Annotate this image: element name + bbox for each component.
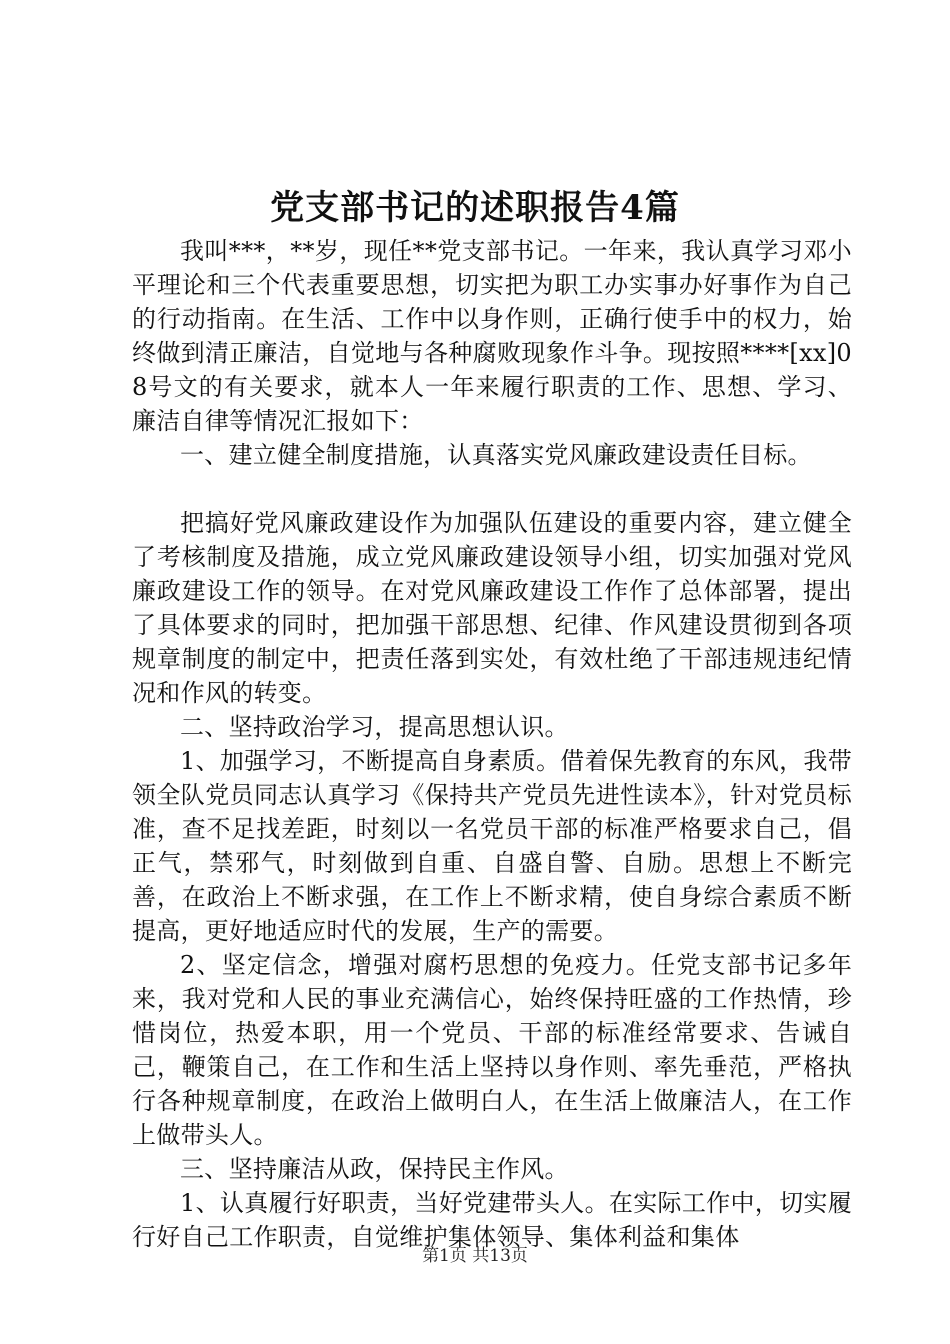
- page-footer: 第1页 共13页: [422, 1246, 528, 1266]
- section-heading-1: 一、建立健全制度措施，认真落实党风廉政建设责任目标。: [180, 441, 812, 469]
- section-heading-2: 二、坚持政治学习，提高思想认识。: [180, 713, 569, 741]
- section-heading-3: 三、坚持廉洁从政，保持民主作风。: [180, 1155, 569, 1183]
- paragraph-section-1: 把搞好党风廉政建设作为加强队伍建设的重要内容，建立健全了考核制度及措施，成立党风廉政建设领导小组，切实加强对党风廉政建设工作的领导。在对党风廉政建设工作作了总体部署，提出了具体要求的同时，把加强干部思想、纪律、作风建设贯彻到各项规章制度的制定中，把责任落到实处，有效杜绝了干部违规违纪情况和作风的转变。: [132, 509, 852, 707]
- document-title: 党支部书记的述职报告4篇: [270, 188, 680, 228]
- document-body: [132, 234, 852, 1254]
- paragraph-item-2-1: 1、加强学习，不断提高自身素质。借着保先教育的东风，我带领全队党员同志认真学习《保持共产党员先进性读本》，针对党员标准，查不足找差距，时刻以一名党员干部的标准严格要求自己，倡正气，禁邪气，时刻做到自重、自盛自警、自励。思想上不断完善，在政治上不断求强，在工作上不断求精，使自身综合素质不断提高，更好地适应时代的发展，生产的需要。: [132, 747, 852, 945]
- paragraph-intro: 我叫***，**岁，现任**党支部书记。一年来，我认真学习邓小平理论和三个代表重要思想，切实把为职工办实事办好事作为自己的行动指南。在生活、工作中以身作则，正确行使手中的权力，始终做到清正廉洁，自觉地与各种腐败现象作斗争。现按照****[xx]08号文的有关要求，就本人一年来履行职责的工作、思想、学习、廉洁自律等情况汇报如下：: [132, 237, 852, 435]
- paragraph-item-3-1: 1、认真履行好职责，当好党建带头人。在实际工作中，切实履行好自己工作职责，自觉维护集体领导、集体利益和集体: [132, 1189, 852, 1251]
- paragraph-item-2-2: 2、坚定信念，增强对腐朽思想的免疫力。任党支部书记多年来，我对党和人民的事业充满信心，始终保持旺盛的工作热情，珍惜岗位，热爱本职，用一个党员、干部的标准经常要求、告诫自己，鞭策自己，在工作和生活上坚持以身作则、率先垂范，严格执行各种规章制度，在政治上做明白人，在生活上做廉洁人，在工作上做带头人。: [132, 951, 852, 1149]
